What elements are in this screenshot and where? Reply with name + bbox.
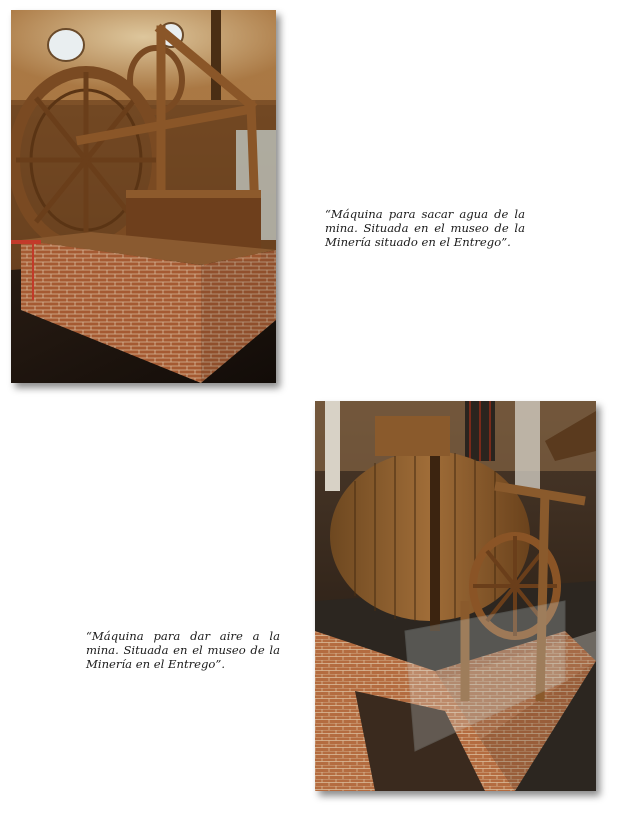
photo-air-machine — [315, 401, 596, 791]
caption-water-machine: “Máquina para sacar agua de la mina. Situada en el museo de la Minería situado en el Entrego”. — [325, 207, 525, 249]
caption-air-machine: “Máquina para dar aire a la mina. Situada en el museo de la Minería en el Entrego”. — [86, 629, 280, 671]
water-machine-image — [11, 10, 276, 383]
air-machine-image — [315, 401, 596, 791]
photo-water-machine — [11, 10, 276, 383]
